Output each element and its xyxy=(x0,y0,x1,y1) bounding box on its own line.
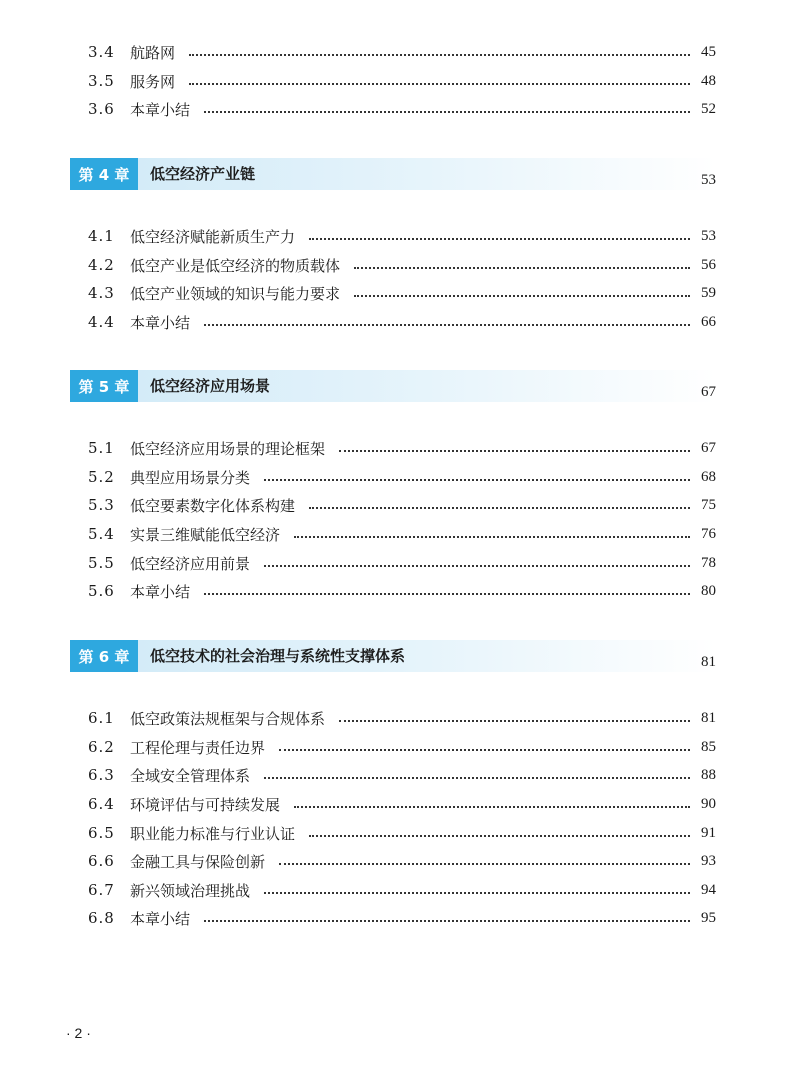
section-title: 实景三维赋能低空经济 xyxy=(130,525,281,544)
dot-leader xyxy=(264,479,690,481)
page-number: 67 xyxy=(701,439,716,456)
section-number: 6.3 xyxy=(88,766,115,784)
section-number: 4.2 xyxy=(88,256,115,274)
section-number: 6.4 xyxy=(88,795,115,813)
toc-entry[interactable] xyxy=(88,465,716,489)
page-number: 81 xyxy=(701,709,716,726)
dot-leader xyxy=(294,806,690,808)
section-title: 低空政策法规框架与合规体系 xyxy=(130,709,326,728)
dot-leader xyxy=(309,835,690,837)
section-number: 6.8 xyxy=(88,909,115,927)
section-number: 5.3 xyxy=(88,496,115,514)
dot-leader xyxy=(309,238,690,240)
section-title: 低空要素数字化体系构建 xyxy=(130,496,296,515)
dot-leader xyxy=(204,920,690,922)
section-title: 低空产业领域的知识与能力要求 xyxy=(130,284,341,303)
section-title: 低空经济应用前景 xyxy=(130,554,251,573)
toc-entry[interactable] xyxy=(88,706,716,730)
chapter-page-number: 53 xyxy=(701,172,716,188)
section-title: 典型应用场景分类 xyxy=(130,468,251,487)
page-number: 59 xyxy=(701,284,716,301)
toc-entry[interactable] xyxy=(88,69,716,93)
section-title: 新兴领域治理挑战 xyxy=(130,881,251,900)
dot-leader xyxy=(264,777,690,779)
toc-entry[interactable] xyxy=(88,735,716,759)
section-title: 低空经济赋能新质生产力 xyxy=(130,227,296,246)
toc-entry[interactable] xyxy=(88,579,716,603)
toc-entry[interactable] xyxy=(88,792,716,816)
section-number: 3.4 xyxy=(88,43,115,61)
section-number: 5.6 xyxy=(88,582,115,600)
page-number: 75 xyxy=(701,496,716,513)
section-number: 3.6 xyxy=(88,100,115,118)
dot-leader xyxy=(204,111,690,113)
page-number: 66 xyxy=(701,313,716,330)
page-number: 95 xyxy=(701,909,716,926)
page-number: 52 xyxy=(701,100,716,117)
section-title: 服务网 xyxy=(130,72,176,91)
toc-entry[interactable] xyxy=(88,522,716,546)
dot-leader xyxy=(339,450,690,452)
chapter-title: 低空经济应用场景 xyxy=(150,377,271,395)
toc-entry[interactable] xyxy=(88,40,716,64)
dot-leader xyxy=(279,863,690,865)
dot-leader xyxy=(354,267,690,269)
section-title: 金融工具与保险创新 xyxy=(130,852,266,871)
page-number: 48 xyxy=(701,72,716,89)
section-title: 职业能力标准与行业认证 xyxy=(130,824,296,843)
chapter-page-number: 81 xyxy=(701,654,716,670)
page-number: 88 xyxy=(701,766,716,783)
section-title: 本章小结 xyxy=(130,909,191,928)
dot-leader xyxy=(189,54,690,56)
page-footer-number: · 2 · xyxy=(66,1025,91,1041)
section-number: 6.1 xyxy=(88,709,115,727)
chapter-heading-4[interactable] xyxy=(70,158,716,190)
toc-entry[interactable] xyxy=(88,849,716,873)
page-number: 93 xyxy=(701,852,716,869)
dot-leader xyxy=(339,720,690,722)
dot-leader xyxy=(354,295,690,297)
chapter-label: 第 6 章 xyxy=(70,640,138,672)
toc-entry[interactable] xyxy=(88,281,716,305)
section-title: 全域安全管理体系 xyxy=(130,766,251,785)
section-title: 低空产业是低空经济的物质载体 xyxy=(130,256,341,275)
chapter-label: 第 4 章 xyxy=(70,158,138,190)
chapter-title: 低空经济产业链 xyxy=(150,165,256,183)
section-number: 6.6 xyxy=(88,852,115,870)
section-title: 低空经济应用场景的理论框架 xyxy=(130,439,326,458)
dot-leader xyxy=(279,749,690,751)
toc-entry[interactable] xyxy=(88,224,716,248)
chapter-page-number: 67 xyxy=(701,384,716,400)
page-number: 78 xyxy=(701,554,716,571)
page-number: 45 xyxy=(701,43,716,60)
dot-leader xyxy=(204,593,690,595)
section-title: 本章小结 xyxy=(130,313,191,332)
page-number: 90 xyxy=(701,795,716,812)
section-number: 4.1 xyxy=(88,227,115,245)
toc-entry[interactable] xyxy=(88,493,716,517)
toc-entry[interactable] xyxy=(88,97,716,121)
page-number: 53 xyxy=(701,227,716,244)
section-number: 5.5 xyxy=(88,554,115,572)
dot-leader xyxy=(264,892,690,894)
dot-leader xyxy=(264,565,690,567)
section-title: 环境评估与可持续发展 xyxy=(130,795,281,814)
toc-entry[interactable] xyxy=(88,310,716,334)
dot-leader xyxy=(189,83,690,85)
section-number: 4.4 xyxy=(88,313,115,331)
chapter-heading-6[interactable] xyxy=(70,640,716,672)
toc-entry[interactable] xyxy=(88,551,716,575)
chapter-heading-5[interactable] xyxy=(70,370,716,402)
dot-leader xyxy=(309,507,690,509)
chapter-title: 低空技术的社会治理与系统性支撑体系 xyxy=(150,647,406,665)
dot-leader xyxy=(204,324,690,326)
toc-entry[interactable] xyxy=(88,878,716,902)
section-title: 航路网 xyxy=(130,43,176,62)
toc-entry[interactable] xyxy=(88,763,716,787)
page-number: 94 xyxy=(701,881,716,898)
section-number: 4.3 xyxy=(88,284,115,302)
section-title: 工程伦理与责任边界 xyxy=(130,738,266,757)
section-number: 5.2 xyxy=(88,468,115,486)
page-number: 68 xyxy=(701,468,716,485)
page-number: 56 xyxy=(701,256,716,273)
page-number: 85 xyxy=(701,738,716,755)
section-number: 6.7 xyxy=(88,881,115,899)
section-title: 本章小结 xyxy=(130,582,191,601)
page-number: 80 xyxy=(701,582,716,599)
section-number: 6.5 xyxy=(88,824,115,842)
section-title: 本章小结 xyxy=(130,100,191,119)
chapter-label: 第 5 章 xyxy=(70,370,138,402)
section-number: 5.1 xyxy=(88,439,115,457)
section-number: 3.5 xyxy=(88,72,115,90)
section-number: 6.2 xyxy=(88,738,115,756)
toc-entry[interactable] xyxy=(88,436,716,460)
dot-leader xyxy=(294,536,690,538)
toc-entry[interactable] xyxy=(88,821,716,845)
toc-entry[interactable] xyxy=(88,906,716,930)
page-number: 91 xyxy=(701,824,716,841)
toc-entry[interactable] xyxy=(88,253,716,277)
page-number: 76 xyxy=(701,525,716,542)
section-number: 5.4 xyxy=(88,525,115,543)
